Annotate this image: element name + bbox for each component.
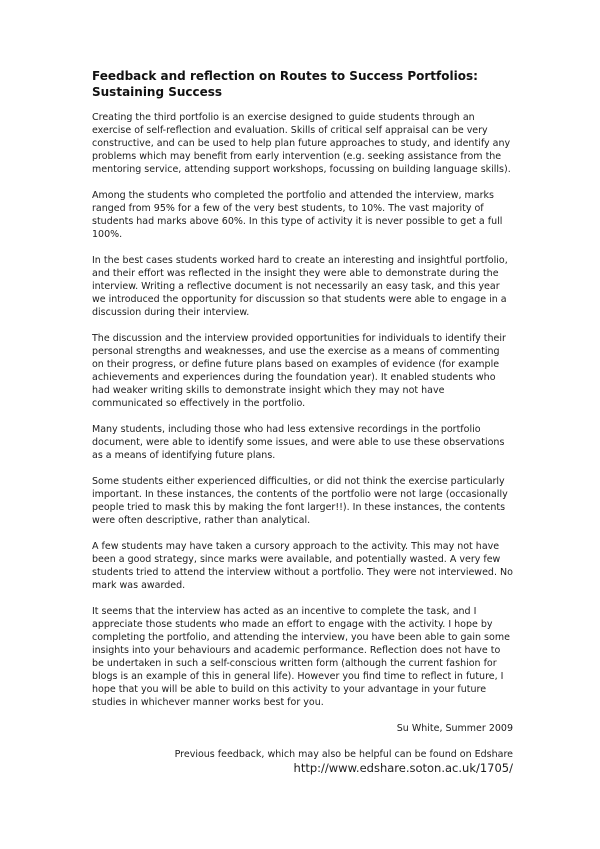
- document-title: [92, 68, 513, 100]
- paragraph: A few students may have taken a cursory approach to the activity. This may not have been a good strategy, since marks were available, and potentially wasted. A very few students tried to attend the interview without a portfolio. They were not interviewed. No mark was awarded.: [92, 541, 513, 591]
- footer-url-link[interactable]: http://www.edshare.soton.ac.uk/1705/: [293, 761, 513, 775]
- paragraph: In the best cases students worked hard to create an interesting and insightful portfolio, and their effort was reflected in the insight they were able to demonstrate during the interview. Writing a reflective document is not necessarily an easy task, and this year we introduced the opportunity for discussion so that students were able to engage in a discussion during their interview.: [92, 255, 508, 318]
- paragraph: Some students either experienced difficulties, or did not think the exercise particularly important. In these instances, the contents of the portfolio were not large (occasionally people tried to mask this by making the font larger!!). In these instances, the contents were often descriptive, rather than analytical.: [92, 476, 508, 526]
- document-title-line-1: Feedback and reflection on Routes to Success Portfolios:: [92, 69, 478, 83]
- signature: Su White, Summer 2009: [396, 723, 513, 734]
- footer-note: Previous feedback, which may also be helpful can be found on Edshare: [174, 749, 513, 760]
- paragraph: Creating the third portfolio is an exercise designed to guide students through an exercise of self-reflection and evaluation. Skills of critical self appraisal can be very constructive, and can be used to help plan future approaches to study, and identify any problems which may benefit from early intervention (e.g. seeking assistance from the mentoring service, attending support workshops, focussing on building language skills).: [92, 112, 511, 175]
- paragraph: It seems that the interview has acted as an incentive to complete the task, and I appreciate those students who made an effort to engage with the activity. I hope by completing the portfolio, and attending the interview, you have been able to gain some insights into your behaviours and academic performance. Reflection does not have to be undertaken in such a self-conscious written form (although the current fashion for blogs is an example of this in general life). However you find time to reflect in future, I hope that you will be able to build on this activity to your advantage in your future studies in whichever manner works best for you.: [92, 606, 510, 708]
- paragraph: Among the students who completed the portfolio and attended the interview, marks ranged from 95% for a few of the very best students, to 10%. The vast majority of students had marks above 60%. In this type of activity it is never possible to get a full 100%.: [92, 190, 503, 240]
- paragraph: Many students, including those who had less extensive recordings in the portfolio document, were able to identify some issues, and were able to use these observations as a means of identifying future plans.: [92, 424, 505, 461]
- document-title-line-2: Sustaining Success: [92, 85, 223, 99]
- document-content: [92, 68, 513, 776]
- paragraph: The discussion and the interview provided opportunities for individuals to identify their personal strengths and weaknesses, and use the exercise as a means of commenting on their progress, or define future plans based on examples of evidence (for example achievements and experiences during the foundation year). It enabled students who had weaker writing skills to demonstrate insight which they may not have communicated so effectively in the portfolio.: [92, 333, 506, 409]
